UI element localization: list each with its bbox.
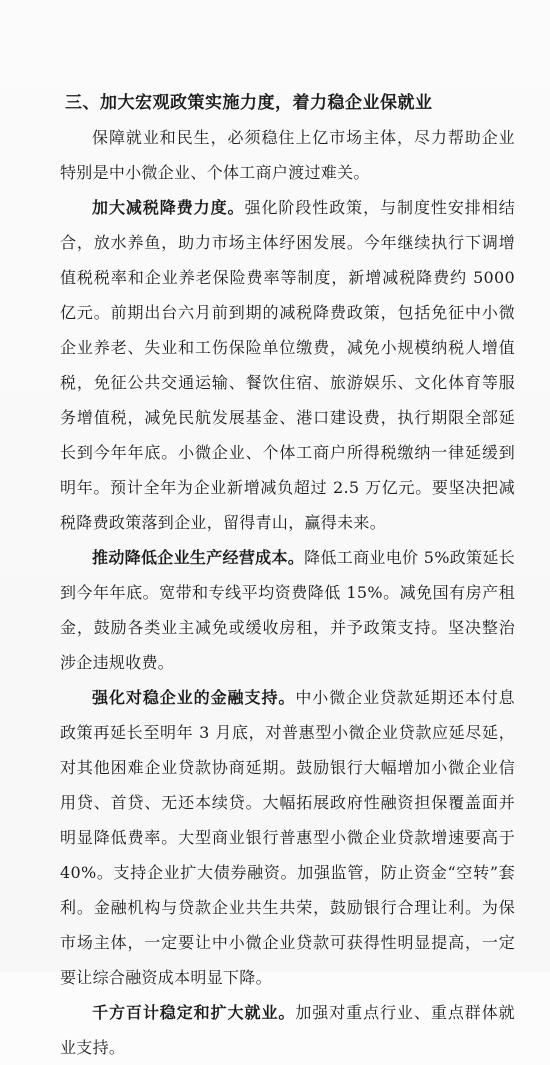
paragraph-text: 强化阶段性政策，与制度性安排相结合，放水养鱼，助力市场主体纾困发展。今年继续执行下调增值税税率和企业养老保险费率等制度，新增减税降费约 5000 亿元。前期出台六月前到期的减税降费政策，包括免征中小微企业养老、失业和工伤保险单位缴费，减免小规模纳税人增值税，免征公共交通运输、餐饮住宿、旅游娱乐、文化体育等服务增值税，减免民航发展基金、港口建设费，执行期限全部延长到今年年底。小微企业、个体工商户所得税缴纳一律延缓到明年。预计全年为企业新增减负超过 2.5 万亿元。要坚决把减税降费政策落到企业，留得青山，赢得未来。 [60, 198, 515, 532]
paragraph-lead: 加大减税降费力度。 [92, 198, 245, 217]
paragraph-text: 保障就业和民生，必须稳住上亿市场主体，尽力帮助企业特别是中小微企业、个体工商户渡过难关。 [60, 128, 515, 182]
paragraph-lead: 强化对稳企业的金融支持。 [92, 688, 296, 707]
paragraph-intro [60, 120, 515, 190]
paragraph-lead: 推动降低企业生产经营成本。 [92, 548, 305, 567]
paragraph-finance [60, 680, 515, 995]
paragraph-employment [60, 995, 515, 1065]
paragraph-lead: 千方百计稳定和扩大就业。 [92, 1003, 296, 1022]
section-heading: 三、加大宏观政策实施力度，着力稳企业保就业 [65, 93, 433, 113]
paragraph-text: 降低工商业电价 5%政策延长到今年年底。宽带和专线平均资费降低 15%。减免国有房产租金，鼓励各类业主减免或缓收房租，并予政策支持。坚决整治涉企违规收费。 [60, 548, 515, 672]
paragraph-tax-cuts [60, 190, 515, 540]
paragraph-costs [60, 540, 515, 680]
document-body [60, 86, 515, 1065]
paragraph-text: 加强对重点行业、重点群体就业支持。 [60, 1003, 515, 1057]
paragraph-text: 中小微企业贷款延期还本付息政策再延长至明年 3 月底，对普惠型小微企业贷款应延尽延，对其他困难企业贷款协商延期。鼓励银行大幅增加小微企业信用贷、首贷、无还本续贷。大幅拓展政府性融资担保覆盖面并明显降低费率。大型商业银行普惠型小微企业贷款增速要高于 40%。支持企业扩大债券融资。加强监管，防止资金“空转”套利。金融机构与贷款企业共生共荣，鼓励银行合理让利。为保市场主体，一定要让中小微企业贷款可获得性明显提高，一定要让综合融资成本明显下降。 [60, 688, 515, 987]
